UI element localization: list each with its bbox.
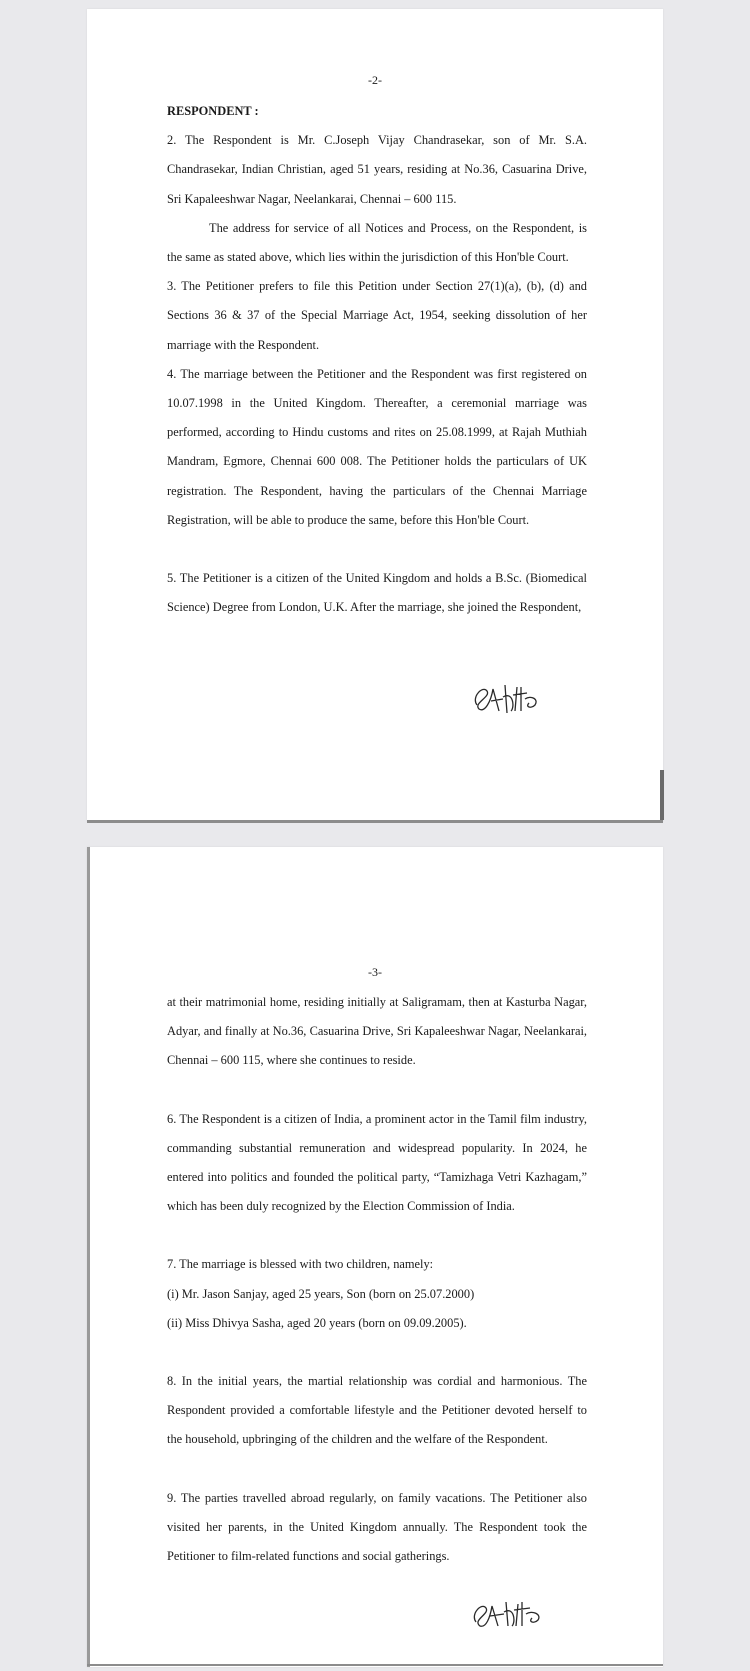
page-2-body [167, 97, 587, 622]
document-page-3 [87, 847, 663, 1667]
page-number: -2- [368, 73, 382, 87]
paragraph-6: 6. The Respondent is a citizen of India, a prominent actor in the Tamil film industry, commanding substantial remuneration and widespread popularity. In 2024, he entered into politics and founded the political party, “Tamizhaga Vetri Kazhagam,” which has been duly recognized by the Election Commission of India. [167, 1111, 587, 1214]
page-number: -3- [368, 965, 382, 979]
page-divider [87, 820, 663, 823]
child-2: (ii) Miss Dhivya Sasha, aged 20 years (born on 09.09.2005). [167, 1315, 467, 1330]
page-edge-left [87, 847, 90, 1667]
paragraph-4: 4. The marriage between the Petitioner and the Respondent was first registered on 10.07.1998 in the United Kingdom. Thereafter, a ceremonial marriage was performed, according to Hindu customs and rites on 25.08.1999, at Rajah Muthiah Mandram, Egmore, Chennai 600 008. The Petitioner holds the particulars of UK registration. The Respondent, having the particulars of the Chennai Marriage Registration, will be able to produce the same, before this Hon'ble Court. [167, 366, 587, 527]
respondent-heading: RESPONDENT : [167, 104, 259, 118]
child-1: (i) Mr. Jason Sanjay, aged 25 years, Son (born on 25.07.2000) [167, 1286, 475, 1301]
service-address-paragraph: The address for service of all Notices and Process, on the Respondent, is the same as stated above, which lies within the jurisdiction of this Hon'ble Court. [167, 220, 587, 265]
continuation-paragraph: at their matrimonial home, residing initially at Saligramam, then at Kasturba Nagar, Adyar, and finally at No.36, Casuarina Drive, Sri Kapaleeshwar Nagar, Neelankarai, Chennai – 600 115, where she continues to reside. [167, 995, 587, 1068]
paragraph-5: 5. The Petitioner is a citizen of the United Kingdom and holds a B.Sc. (Biomedical Science) Degree from London, U.K. After the marriage, she joined the Respondent, [167, 571, 587, 615]
page-3-body [167, 988, 587, 1571]
document-page-2 [87, 9, 663, 821]
paragraph-2: 2. The Respondent is Mr. C.Joseph Vijay Chandrasekar, son of Mr. S.A. Chandrasekar, Indian Christian, aged 51 years, residing at No.36, Casuarina Drive, Sri Kapaleeshwar Nagar, Neelankarai, Chennai – 600 115. [167, 133, 587, 206]
paragraph-8: 8. In the initial years, the martial relationship was cordial and harmonious. The Respondent provided a comfortable lifestyle and the Petitioner devoted herself to the household, upbringing of the children and the welfare of the Respondent. [167, 1374, 587, 1447]
paragraph-9: 9. The parties travelled abroad regularly, on family vacations. The Petitioner also visited her parents, in the United Kingdom annually. The Respondent took the Petitioner to film-related functions and social gatherings. [167, 1490, 587, 1564]
page-edge-shadow [660, 770, 664, 820]
signature-image [470, 1592, 550, 1632]
signature-image [469, 677, 545, 717]
paragraph-7: 7. The marriage is blessed with two children, namely: [167, 1257, 434, 1272]
paragraph-3: 3. The Petitioner prefers to file this Petition under Section 27(1)(a), (b), (d) and Sections 36 & 37 of the Special Marriage Act, 1954, seeking dissolution of her marriage with the Respondent. [167, 279, 587, 352]
page-divider [87, 1664, 663, 1666]
